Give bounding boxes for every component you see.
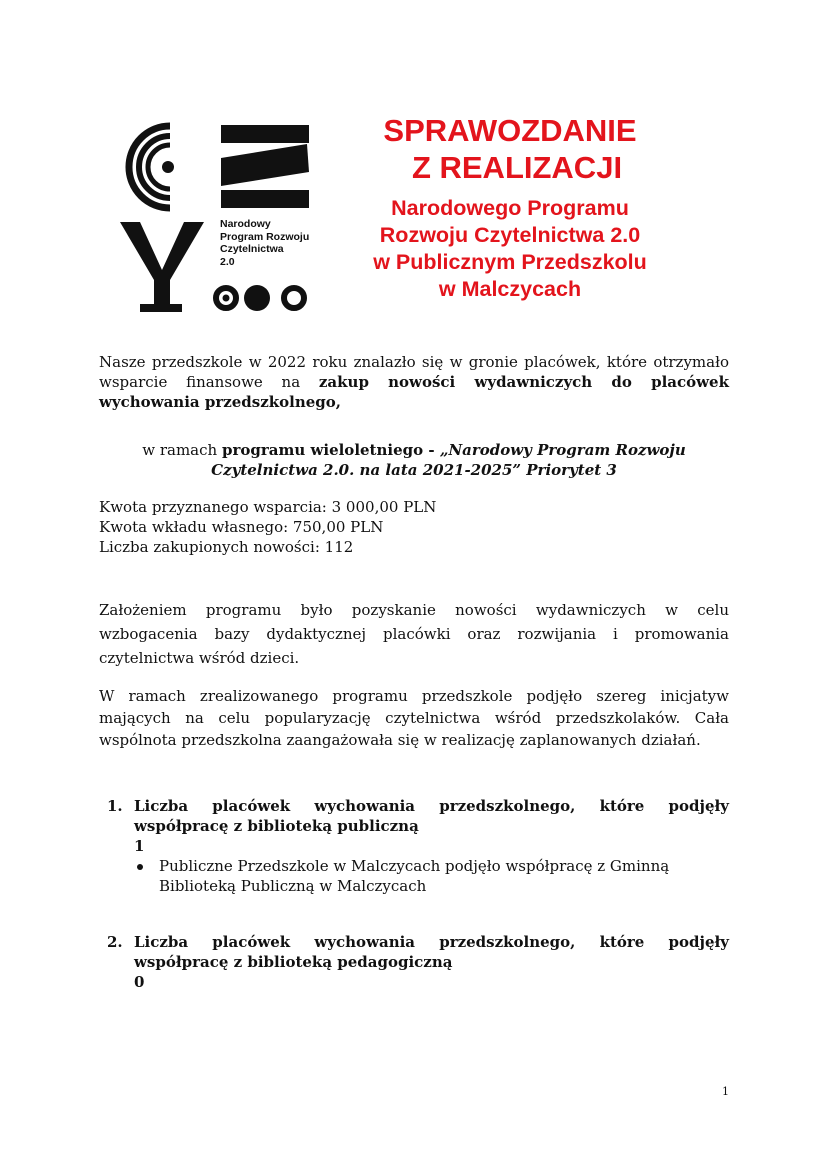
title-line-1: SPRAWOZDANIE — [383, 113, 637, 148]
list-item-number: 2. — [107, 933, 123, 951]
bullet-item — [134, 856, 729, 896]
logo-caption-line: Narodowy — [220, 218, 271, 230]
logo-caption — [220, 218, 309, 268]
subtitle — [340, 195, 680, 303]
funding-books: Liczba zakupionych nowości: 112 — [99, 538, 354, 556]
subtitle-line: Rozwoju Czytelnictwa 2.0 — [379, 223, 641, 247]
report-title — [340, 112, 680, 303]
initiatives-paragraph: W ramach zrealizowanego programu przedszkole podjęło szereg inicjatyw mających na celu popularyzację czytelnictwa wśród przedszkolaków. Cała wspólnota przedszkolna zaangażowała się w realizację zaplanowanych działań. — [99, 687, 729, 749]
list-item-1 — [99, 796, 729, 896]
bullet-text: Publiczne Przedszkole w Malczycach podjęło współpracę z Gminną Biblioteką Publiczną w Malczycach — [159, 857, 670, 895]
logo-solid-dot — [244, 285, 270, 311]
list-item-count: 1 — [134, 837, 145, 855]
program-prefix: w ramach — [142, 441, 222, 459]
list-item-heading: Liczba placówek wychowania przedszkolnego, które podjęły współpracę z biblioteką publiczną — [134, 797, 729, 835]
logo-caption-line: Czytelnictwa — [220, 243, 284, 255]
title-line-2 — [340, 149, 680, 186]
subtitle-line: Narodowego Programu — [391, 196, 629, 220]
logo-caption-line: Program Rozwoju — [220, 230, 310, 243]
list-item-number: 1. — [107, 797, 123, 815]
program-name: „Narodowy Program Rozwoju Czytelnictwa 2.0. na lata 2021-2025” Priorytet 3 — [211, 441, 686, 479]
subtitle-line: w Publicznym Przedszkolu — [373, 250, 647, 274]
list-item-count: 0 — [134, 973, 145, 991]
program-bold: programu wieloletniego - — [221, 441, 440, 459]
subtitle-line: w Malczycach — [438, 277, 582, 301]
intro-paragraph — [99, 352, 729, 412]
funding-own: Kwota wkładu własnego: 750,00 PLN — [99, 518, 384, 536]
page-number: 1 — [722, 1085, 729, 1098]
intro-bold: zakup nowości wydawniczych do placówek wychowania przedszkolnego, — [99, 373, 729, 411]
title-line-2-text: Z REALIZACJI — [411, 150, 623, 185]
logo-caption-line: 2.0 — [220, 255, 235, 268]
funding-info — [99, 497, 729, 557]
funding-granted: Kwota przyznanego wsparcia: 3 000,00 PLN — [99, 498, 437, 516]
bullet-icon — [137, 864, 143, 870]
logo-y-letter — [120, 222, 204, 312]
program-paragraph — [99, 440, 729, 480]
bullet-list — [134, 856, 729, 896]
intro-text: Nasze przedszkole w 2022 roku znalazło się w gronie placówek, które otrzymało wsparcie finansowe na — [99, 353, 729, 391]
logo-z-letter — [221, 125, 309, 208]
list-item-heading: Liczba placówek wychowania przedszkolnego, które podjęły współpracę z biblioteką pedagogiczną — [134, 933, 729, 971]
logo-c-dot — [162, 161, 174, 173]
goal-paragraph: Założeniem programu było pozyskanie nowości wydawniczych w celu wzbogacenia bazy dydaktycznej placówki oraz rozwijania i promowania czytelnictwa wśród dzieci. — [99, 601, 729, 667]
logo-ring — [284, 288, 304, 308]
list-item-2 — [99, 932, 729, 992]
